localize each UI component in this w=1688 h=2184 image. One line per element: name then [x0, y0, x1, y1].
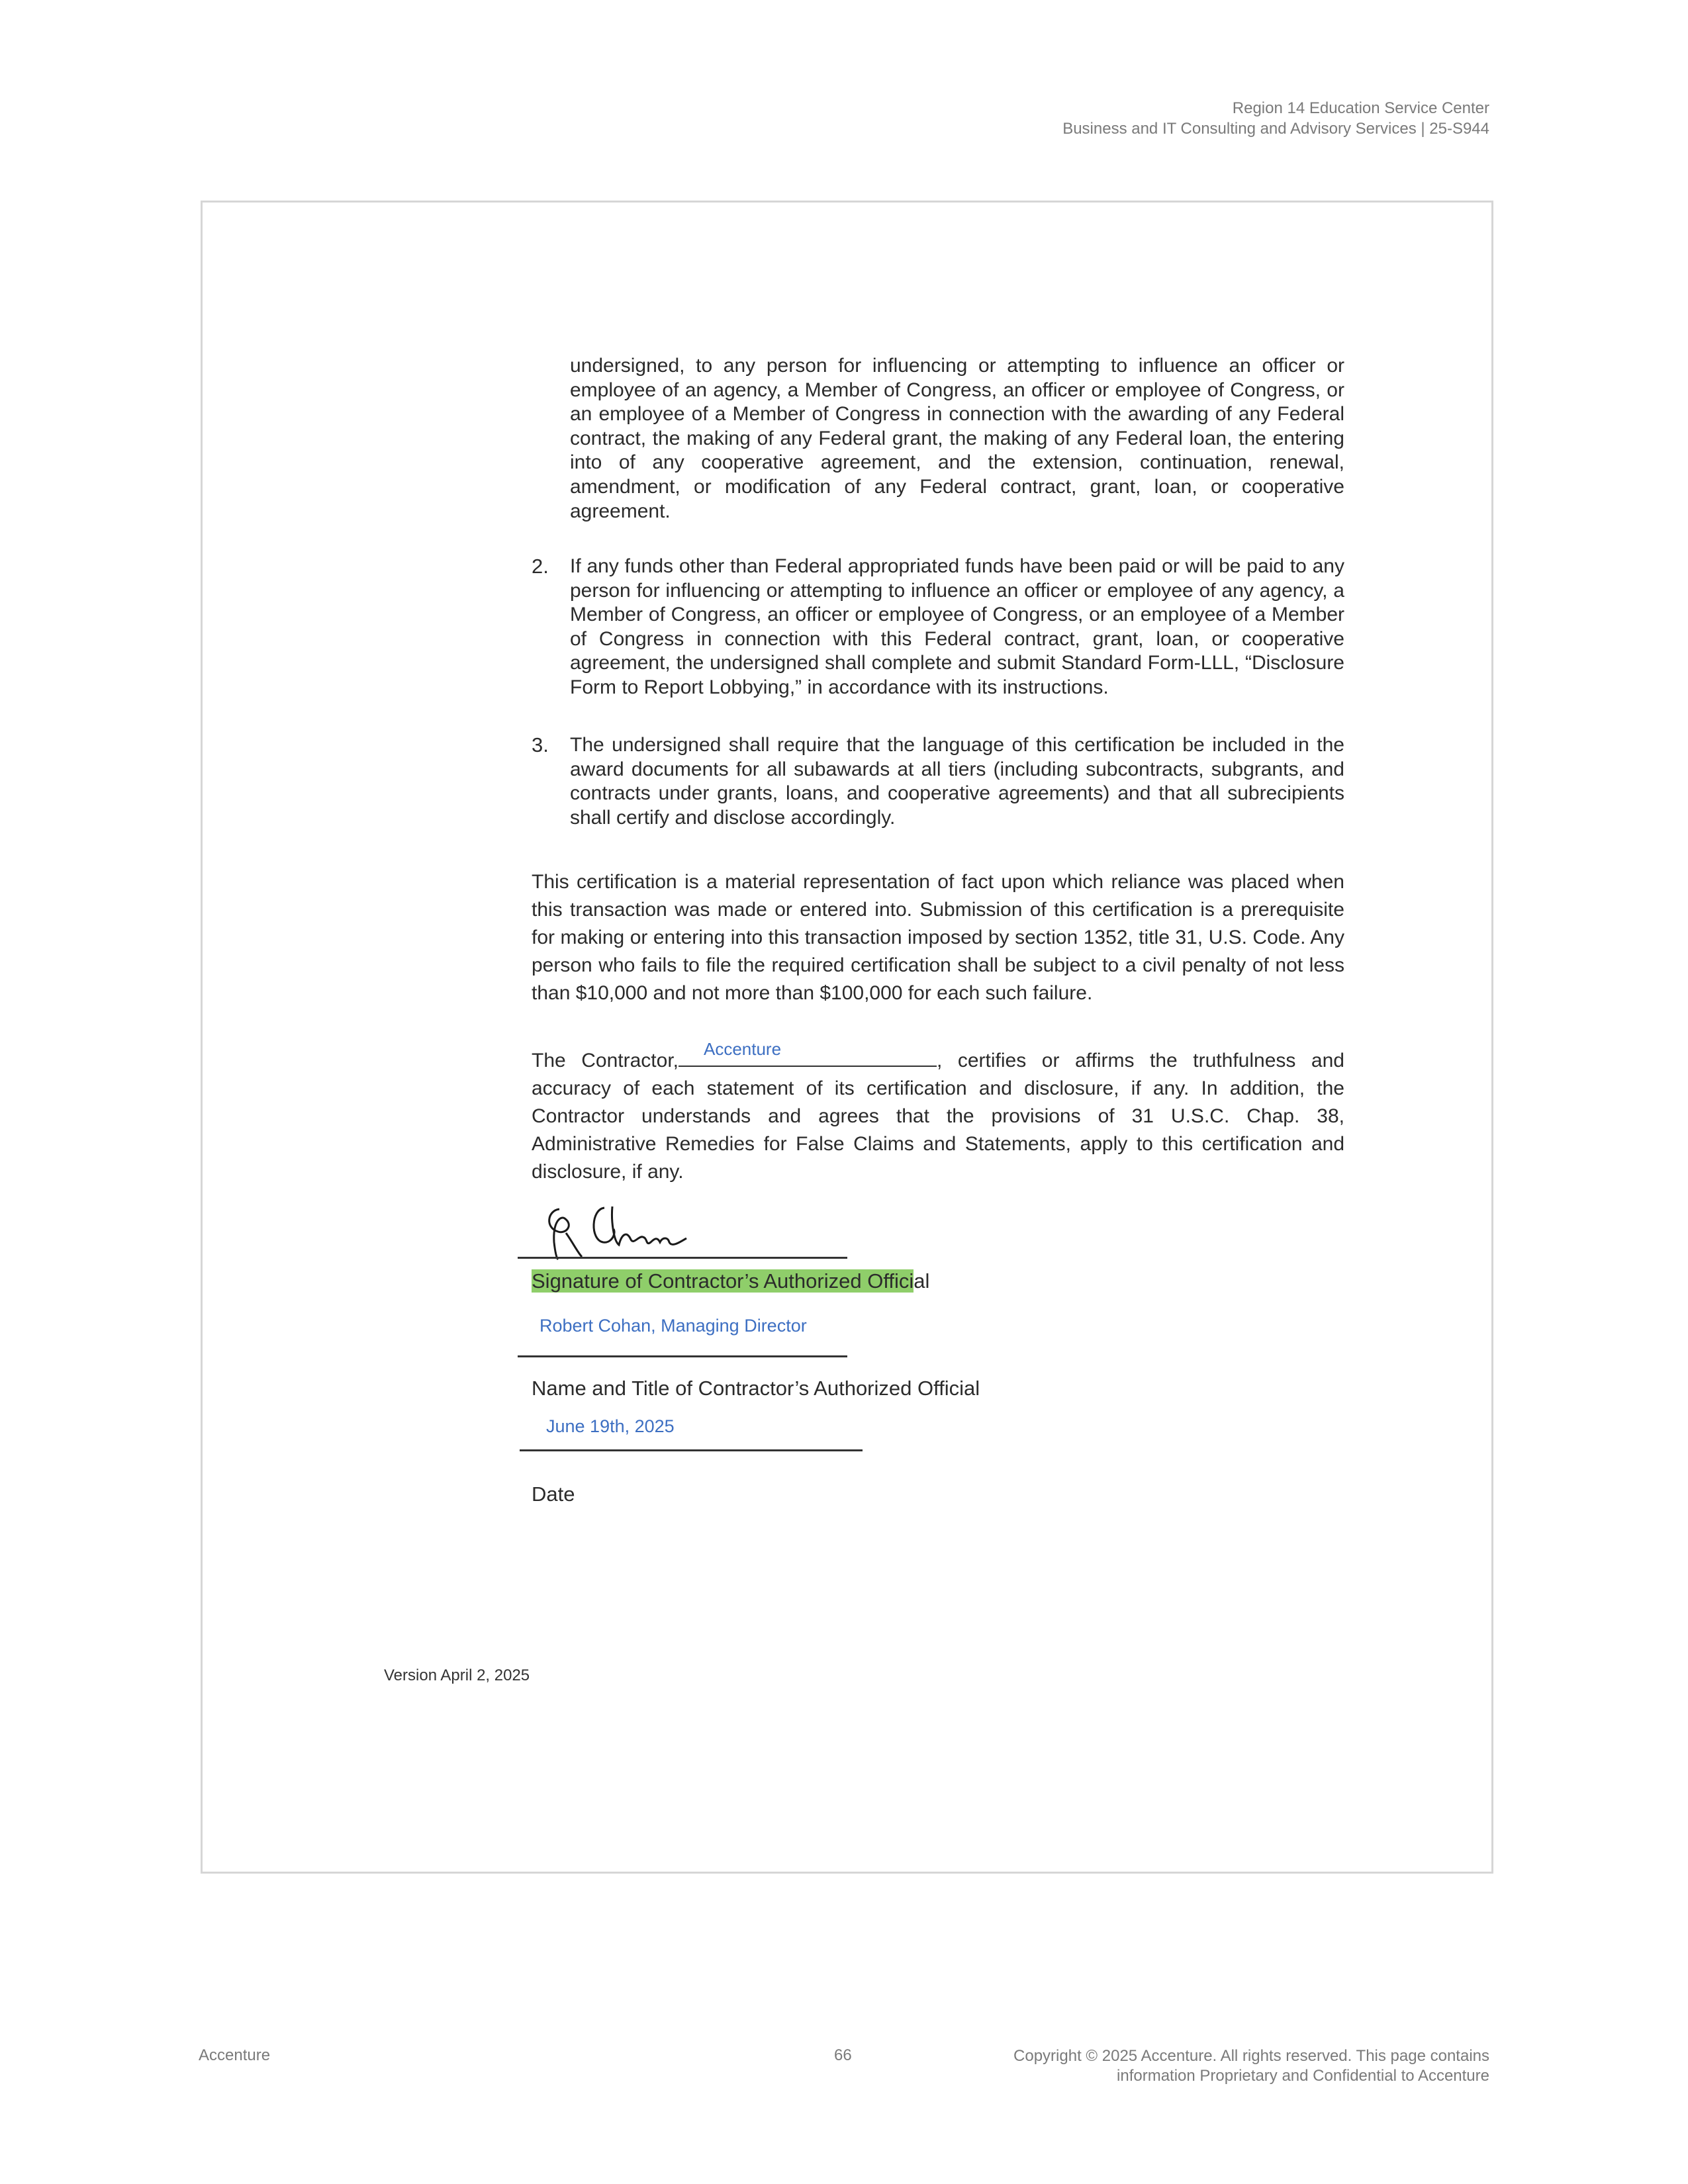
footer-copyright [1013, 2046, 1489, 2086]
list-number: 2. [532, 555, 549, 578]
name-title-line [518, 1355, 847, 1357]
list-item-2 [532, 555, 1344, 700]
footer-company: Accenture [199, 2046, 271, 2064]
version-label: Version April 2, 2025 [384, 1666, 530, 1684]
contractor-name-field[interactable] [679, 1039, 937, 1067]
date-line [520, 1449, 863, 1451]
page-number: 66 [834, 2046, 852, 2064]
contractor-paragraph [532, 1039, 1344, 1186]
header-project: Business and IT Consulting and Advisory Services | 25-S944 [1062, 120, 1489, 138]
contractor-suffix: , certifies or affirms the truthfulness and accuracy of each statement of its certification and disclosure, if any. In addition, the Contractor understands and agrees that the provisions of 31 U.S.C. Chap. 38, Administrative Remedies for False Claims and Statements, apply to this certification and disclosure, if any. [532, 1050, 1344, 1183]
signature-line [518, 1257, 847, 1259]
signature-label-rest: al [914, 1269, 930, 1293]
list-number: 3. [532, 733, 549, 756]
footer-copyright-line2: information Proprietary and Confidential to Accenture [1117, 2067, 1489, 2085]
list-item-3 [532, 733, 1344, 833]
footer-copyright-line1: Copyright © 2025 Accenture. All rights reserved. This page contains [1013, 2047, 1489, 2065]
contractor-name-value: Accenture [703, 1039, 782, 1059]
name-title-label: Name and Title of Contractor’s Authorized Official [532, 1377, 980, 1400]
handwritten-signature [539, 1201, 698, 1261]
date-value[interactable]: June 19th, 2025 [546, 1416, 675, 1436]
header-organization: Region 14 Education Service Center [1232, 99, 1489, 117]
list-item-text: If any funds other than Federal appropriated funds have been paid or will be paid to any person for influencing or attempting to influence an officer or employee of any agency, a Member of Congress, an officer or employee of Congress, or an employee of a Member of Congress in connection with this Federal contract, grant, loan, or cooperative agreement, the undersigned shall complete and submit Standard Form-LLL, “Disclosure Form to Report Lobbying,” in accordance with its instructions. [570, 555, 1344, 698]
list-item-text: The undersigned shall require that the language of this certification be included in the award documents for all subawards at all tiers (including subcontracts, subgrants, and contracts under grants, loans, and cooperative agreements) and that all subrecipients shall certify and disclose accordingly. [570, 734, 1344, 829]
name-title-value[interactable]: Robert Cohan, Managing Director [539, 1316, 807, 1336]
page-header [1062, 98, 1489, 139]
signature-label-highlight: Signature of Contractor’s Authorized Offici [532, 1269, 914, 1293]
intro-paragraph: undersigned, to any person for influencing or attempting to influence an officer or employee of an agency, a Member of Congress, an officer or employee of Congress, or an employee of a Member of Congress in connection with the awarding of any Federal contract, the making of any Federal grant, the making of any Federal loan, the entering into of any cooperative agreement, and the extension, continuation, renewal, amendment, or modification of any Federal contract, grant, loan, or cooperative agreement. [570, 355, 1344, 522]
certification-paragraph: This certification is a material representation of fact upon which reliance was placed when this transaction was made or entered into. Submission of this certification is a prerequisite for making or entering into this transaction imposed by section 1352, title 31, U.S. Code. Any person who fails to file the required certification shall be subject to a civil penalty of not less than $10,000 and not more than $100,000 for each such failure. [532, 871, 1344, 1004]
contractor-prefix: The Contractor, [532, 1050, 679, 1071]
date-label: Date [532, 1482, 575, 1506]
signature-label [532, 1269, 929, 1293]
